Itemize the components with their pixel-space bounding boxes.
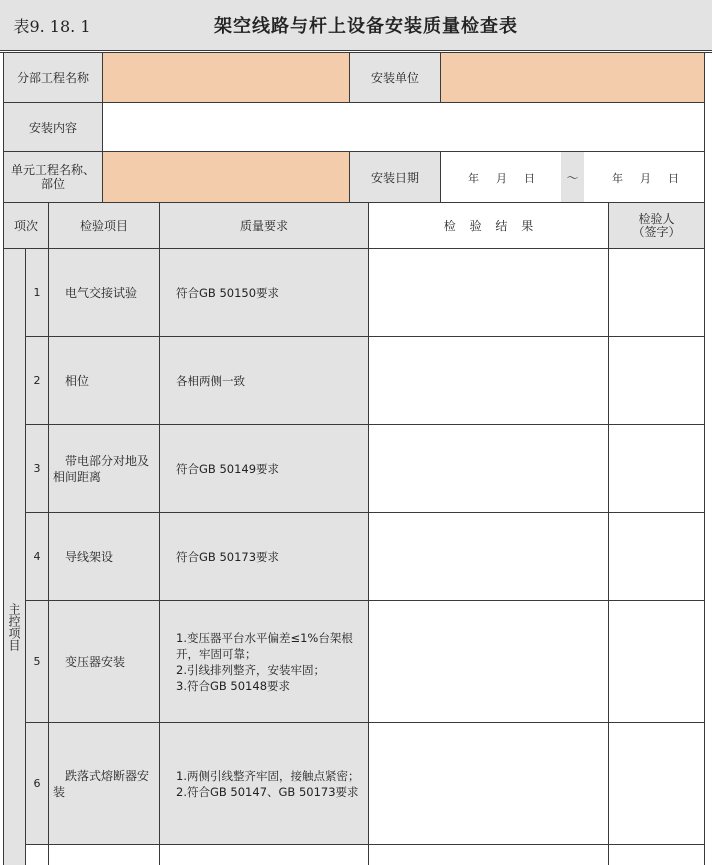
form-code: 表9. 18. 1 — [13, 16, 91, 36]
row-number: 3 — [26, 425, 48, 512]
border-body-row — [25, 512, 704, 513]
row-requirement-text: 符合GB 50149要求 — [176, 461, 280, 476]
unit-name-field[interactable] — [103, 152, 349, 202]
date-start-month: 月 — [496, 172, 507, 185]
row-inspector-field[interactable] — [609, 249, 704, 336]
date-end-day: 日 — [668, 172, 679, 185]
border-info-2 — [349, 52, 350, 103]
row-inspector-field[interactable] — [609, 425, 704, 512]
row-result-field[interactable] — [369, 723, 608, 844]
border-header — [4, 248, 704, 249]
row-item: 电气交接试验 — [49, 249, 159, 336]
row-result-field[interactable] — [369, 337, 608, 424]
border-row2 — [4, 151, 704, 152]
border-col-req — [368, 202, 369, 865]
border-body-row — [25, 600, 704, 601]
col-header-seq: 项次 — [4, 203, 48, 248]
date-separator: ～ — [561, 152, 584, 202]
row-number: 4 — [26, 513, 48, 600]
page-title: 架空线路与杆上设备安装质量检查表 — [214, 16, 518, 37]
border-col-result — [608, 202, 609, 865]
border-body-row — [25, 424, 704, 425]
content-field[interactable] — [103, 103, 704, 151]
border-left — [3, 52, 4, 865]
row-requirement-text: 1.两侧引线整齐牢固，接触点紧密； 2.符合GB 50147、GB 50173要求 — [176, 768, 360, 799]
border-row3 — [4, 202, 704, 203]
row-requirement — [160, 249, 368, 336]
row-number: 2 — [26, 337, 48, 424]
border-right — [704, 52, 705, 865]
row-requirement — [160, 723, 368, 844]
row-number: 1 — [26, 249, 48, 336]
group-label: 主控项目 — [7, 603, 21, 651]
row-result-field[interactable] — [369, 513, 608, 600]
unit-name-label: 单元工程名称、部位 — [4, 152, 102, 202]
col-header-result: 检 验 结 果 — [369, 203, 608, 248]
content-label: 安装内容 — [4, 103, 102, 151]
col-header-requirement: 质量要求 — [160, 203, 368, 248]
row-requirement — [160, 425, 368, 512]
row-inspector-field[interactable] — [609, 513, 704, 600]
row-inspector-field[interactable] — [609, 337, 704, 424]
border-body-row — [25, 722, 704, 723]
date-end-month: 月 — [640, 172, 651, 185]
install-unit-field[interactable] — [441, 53, 704, 102]
border-row1 — [4, 102, 704, 103]
row-requirement — [160, 601, 368, 722]
row-result-field[interactable] — [369, 425, 608, 512]
row-item: 变压器安装 — [49, 601, 159, 722]
subproject-field[interactable] — [103, 53, 349, 102]
row-result-field[interactable] — [369, 249, 608, 336]
date-end-year: 年 — [612, 172, 623, 185]
row-requirement — [160, 337, 368, 424]
border-body-row — [25, 844, 704, 845]
row-requirement-text: 各相两侧一致 — [176, 373, 245, 388]
border-info-4 — [349, 151, 350, 203]
border-body-row — [25, 336, 704, 337]
date-start-field[interactable] — [441, 152, 560, 202]
row-requirement-text: 符合GB 50173要求 — [176, 549, 280, 564]
group-main-control — [4, 249, 25, 865]
row-requirement — [160, 513, 368, 600]
border-title-bottom — [0, 50, 712, 51]
row-requirement-text: 1.变压器平台水平偏差≤1%台架根开，牢固可靠； 2.引线排列整齐，安装牢固； 3.符合GB 50148要求 — [176, 630, 353, 693]
col-header-inspector: 检验人（签字） — [609, 203, 704, 248]
row-number: 5 — [26, 601, 48, 722]
border-info-1 — [102, 52, 103, 203]
border-info-5 — [440, 151, 441, 203]
col-header-item: 检验项目 — [49, 203, 159, 248]
row-inspector-field[interactable] — [609, 723, 704, 844]
border-col-group — [25, 248, 26, 865]
border-col-seq — [48, 202, 49, 865]
row-item: 跌落式熔断器安装 — [49, 723, 159, 844]
install-date-label: 安装日期 — [350, 152, 440, 202]
row-item: 相位 — [49, 337, 159, 424]
install-unit-label: 安装单位 — [350, 53, 440, 102]
date-end-field[interactable] — [585, 152, 704, 202]
date-start-year: 年 — [468, 172, 479, 185]
subproject-label: 分部工程名称 — [4, 53, 102, 102]
border-info-3 — [440, 52, 441, 103]
row-requirement-text: 符合GB 50150要求 — [176, 285, 280, 300]
border-col-item — [159, 202, 160, 865]
row-result-field[interactable] — [369, 601, 608, 722]
row-item: 带电部分对地及相间距离 — [49, 425, 159, 512]
row-number: 6 — [26, 723, 48, 844]
row-item: 导线架设 — [49, 513, 159, 600]
date-start-day: 日 — [524, 172, 535, 185]
border-title-bottom-2 — [0, 52, 712, 53]
row-inspector-field[interactable] — [609, 601, 704, 722]
